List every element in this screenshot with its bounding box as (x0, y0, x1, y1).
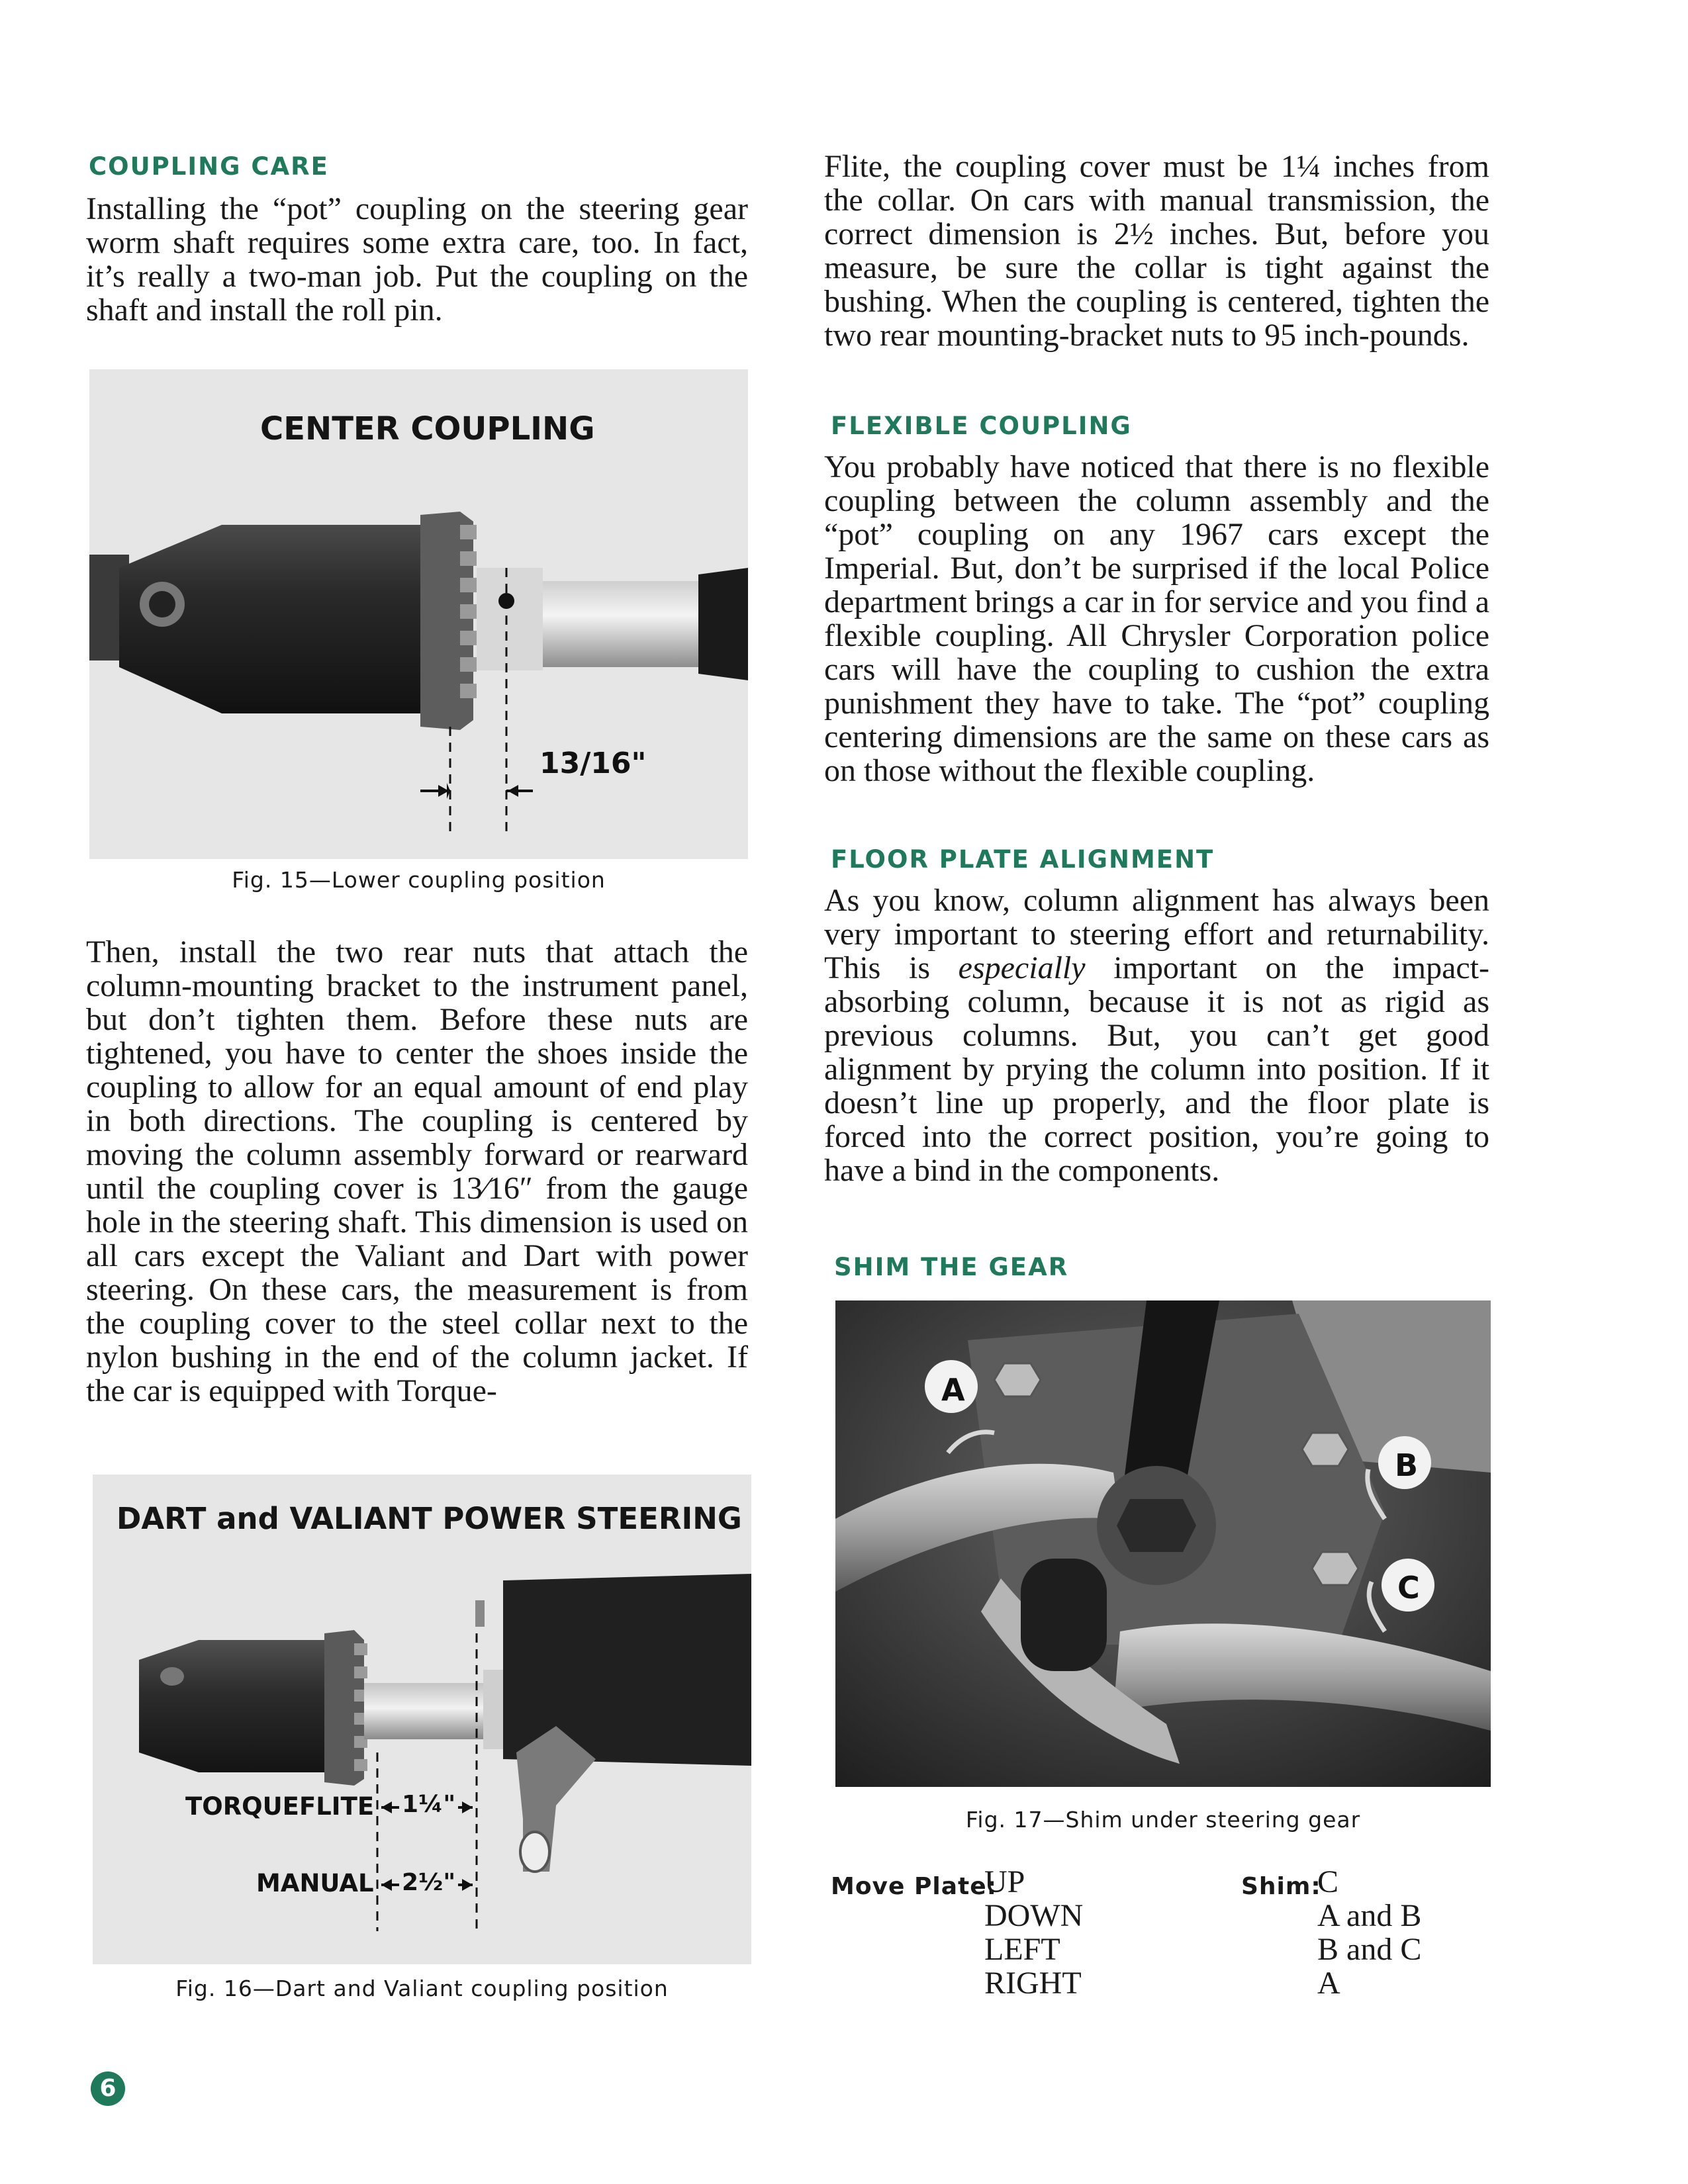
center-coupling-figure (89, 369, 748, 859)
shim-label: Shim: (1241, 1873, 1321, 1900)
figure-17-caption: Fig. 17—Shim under steering gear (965, 1807, 1361, 1833)
shim-gear-photo (835, 1300, 1491, 1787)
move-plate-left: LEFT (984, 1932, 1060, 1967)
torqueflite-label: TORQUEFLITE (185, 1792, 375, 1821)
move-plate-up: UP (984, 1864, 1025, 1899)
move-plate-right: RIGHT (984, 1966, 1082, 2001)
floor-plate-text-start: As you know, column alignment has always been very important to steering effort and returnability. This is (824, 883, 1489, 985)
shim-list (1317, 1865, 1421, 2000)
move-plate-down: DOWN (984, 1898, 1084, 1933)
dart-valiant-figure (93, 1475, 751, 1964)
floor-plate-heading: FLOOR PLATE ALIGNMENT (831, 845, 1215, 874)
marker-a: A (941, 1372, 965, 1408)
floor-plate-paragraph (824, 884, 1489, 1187)
shim-for-down: A and B (1317, 1898, 1422, 1933)
manual-dimension: 2½" (399, 1869, 458, 1896)
shim-for-right: A (1317, 1966, 1340, 2001)
floor-plate-text-end: important on the impact-absorbing column, because it is not as rigid as previous columns. But, you can’t get good alignment by prying the column into position. If it doesn’t line up properly, and the floor plate is forced into the correct position, you’re going to have a bind in the components. (824, 950, 1489, 1188)
centering-paragraph: Then, install the two rear nuts that attach the column-mounting bracket to the instrument panel, but don’t tighten them. Before these nuts are tightened, you have to center the shoes inside the coupling to allow for an equal amount of end play in both directions. The coupling is centered by moving the column assembly forward or rearward until the coupling cover is 13⁄16″ from the gauge hole in the steering shaft. This dimension is used on all cars except the Valiant and Dart with power steering. On these cars, the measurement is from the coupling cover to the steel collar next to the nylon bushing in the end of the column jacket. If the car is equipped with Torque- (86, 934, 748, 1408)
marker-b: B (1395, 1447, 1419, 1483)
coupling-care-heading: COUPLING CARE (89, 152, 329, 181)
manual-label: MANUAL (256, 1869, 374, 1897)
page-number-badge: 6 (91, 2071, 125, 2106)
floor-plate-emphasis: especially (958, 950, 1086, 985)
shim-gear-illustration (835, 1300, 1491, 1787)
shim-for-up: C (1317, 1864, 1339, 1899)
flexible-coupling-paragraph: You probably have noticed that there is no flexible coupling between the column assembly and the “pot” coupling on any 1967 cars except the Imperial. But, don’t be surprised if the local Police department brings a car in for service and you find a flexible coupling. All Chrysler Corporation police cars will have the coupling to cushion the extra punishment they have to take. The “pot” coupling centering dimensions are the same on these cars as on those without the flexible coupling. (824, 449, 1489, 788)
coupling-care-paragraph: Installing the “pot” coupling on the steering gear worm shaft requires some extra care, too. In fact, it’s really a two-man job. Put the coupling on the shaft and install the roll pin. (86, 191, 748, 328)
shim-for-left: B and C (1317, 1932, 1422, 1967)
figure-16-caption: Fig. 16—Dart and Valiant coupling position (175, 1976, 669, 2001)
center-coupling-dimension: 13/16" (539, 747, 647, 780)
marker-c: C (1397, 1570, 1420, 1606)
move-plate-list (984, 1865, 1083, 2000)
torqueflite-continuation-paragraph: Flite, the coupling cover must be 1¼ inches from the collar. On cars with manual transmission, the correct dimension is 2½ inches. But, before you measure, be sure the collar is tight against the bushing. When the coupling is centered, tighten the two rear mounting-bracket nuts to 95 inch-pounds. (824, 149, 1489, 353)
torqueflite-dimension: 1¼" (399, 1791, 458, 1818)
center-coupling-title: CENTER COUPLING (260, 410, 595, 447)
figure-15-caption: Fig. 15—Lower coupling position (232, 867, 606, 893)
shim-gear-heading: SHIM THE GEAR (834, 1253, 1069, 1281)
flexible-coupling-heading: FLEXIBLE COUPLING (831, 412, 1132, 440)
dart-valiant-title: DART and VALIANT POWER STEERING (117, 1501, 742, 1536)
move-plate-label: Move Plate: (831, 1873, 998, 1900)
